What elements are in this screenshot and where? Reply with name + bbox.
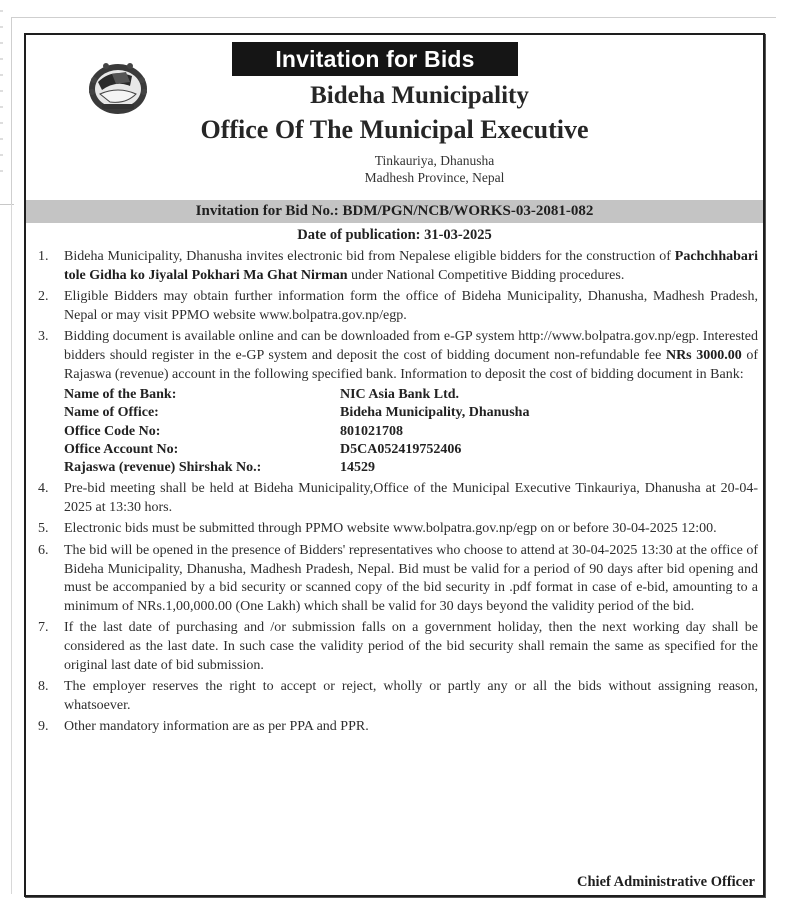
- bank-detail-row: [64, 404, 758, 422]
- item-number: 6.: [38, 542, 49, 558]
- bank-detail-row: [64, 423, 758, 441]
- item-number: 8.: [38, 679, 49, 695]
- notice-item-7: [38, 619, 758, 675]
- item-text: of Rajaswa (revenue) account in the following specified bank. Information to deposit the cost of bidding document in Bank:: [64, 347, 759, 382]
- address-line-2: Madhesh Province, Nepal: [364, 170, 505, 185]
- notice-items: [38, 248, 758, 740]
- bid-number-band: Invitation for Bid No.: BDM/PGN/NCB/WORKS-03-2081-082: [26, 200, 763, 223]
- item-text: If the last date of purchasing and /or submission falls on a government holiday, then the next working day shall be considered as the last date. In such case the validity period of the bid security shall remain the same as specified for the original last date of bid submission.: [64, 620, 758, 673]
- publication-date: Date of publication: 31-03-2025: [297, 227, 492, 243]
- item-text: The employer reserves the right to accept or reject, wholly or partly any or all the bids without assigning reason, whatsoever.: [64, 679, 758, 713]
- bank-detail-label: Name of the Bank:: [64, 387, 177, 403]
- bank-detail-label: Name of Office:: [64, 405, 159, 421]
- bank-detail-value: 14529: [340, 459, 375, 475]
- item-number: 2.: [38, 289, 49, 305]
- notice-item-8: [38, 678, 758, 715]
- notice-item-5: [38, 520, 758, 539]
- document-fee: NRs 3000.00: [665, 347, 742, 363]
- bank-detail-row: [64, 386, 758, 404]
- outer-frame-left: [11, 17, 12, 204]
- outer-frame-top: [11, 17, 388, 18]
- bid-notice: [24, 33, 765, 897]
- item-text: Bidding document is available online and can be downloaded from e-GP system http://www.bolpatra.gov.np/egp. Interested bidders should register in the e-GP system and deposit the cost of bidding document non-refundable fee: [64, 329, 758, 363]
- item-text: under National Competitive Bidding procedures.: [347, 267, 625, 283]
- notice-item-4: [38, 480, 758, 517]
- notice-item-3: [38, 328, 758, 384]
- bank-detail-row: [64, 441, 758, 459]
- item-number: 3.: [38, 329, 49, 345]
- outer-frame-left-lower: [11, 204, 12, 894]
- office-name: Office Of The Municipal Executive: [200, 115, 589, 144]
- item-text: Other mandatory information are as per PPA and PPR.: [64, 719, 369, 735]
- item-text: Electronic bids must be submitted through PPMO website www.bolpatra.gov.np/egp on or before 30-04-2025 12:00.: [64, 521, 717, 537]
- bank-detail-label: Office Account No:: [64, 441, 179, 457]
- page-edge-artifact: [0, 10, 3, 180]
- item-number: 4.: [38, 481, 49, 497]
- project-name: Pachchhabari tole Gidha ko Jiyalal Pokhari Ma Ghat Nirman: [64, 249, 758, 283]
- bank-detail-row: [64, 459, 758, 477]
- address-line-1: Tinkauriya, Dhanusha: [374, 153, 495, 168]
- notice-item-9: [38, 718, 758, 737]
- notice-item-6: [38, 542, 758, 616]
- bank-detail-value: D5CA052419752406: [340, 441, 462, 457]
- notice-item-1: [38, 248, 758, 285]
- item-text: Eligible Bidders may obtain further information form the office of Bideha Municipality, Dhanusha, Madhesh Pradesh, Nepal or may visit PPMO website www.bolpatra.gov.np/egp.: [64, 289, 758, 323]
- bank-detail-label: Rajaswa (revenue) Shirshak No.:: [64, 459, 262, 475]
- item-text: The bid will be opened in the presence of Bidders' representatives who choose to attend at 30-04-2025 13:30 at the office of Bideha Municipality, Dhanusha, Madhesh Pradesh, Nepal. Bid must be valid for a period of 90 days after bid opening and must be accompanied by a bid security or scanned copy of the bid security in .pdf format in case of e-bid, amounting to a minimum of NRs.1,00,000.00 (One Lakh) which shall be valid for 30 days beyond the validity period of the bid.: [64, 542, 758, 614]
- item-number: 7.: [38, 620, 49, 636]
- notice-item-2: [38, 288, 758, 325]
- bank-detail-value: Bideha Municipality, Dhanusha: [340, 405, 530, 421]
- item-number: 5.: [38, 521, 49, 537]
- signatory-title: Chief Administrative Officer: [577, 874, 755, 890]
- item-text: Bideha Municipality, Dhanusha invites electronic bid from Nepalese eligible bidders for the construction of: [64, 249, 675, 264]
- notice-title-banner: Invitation for Bids: [232, 42, 518, 76]
- bank-detail-value: NIC Asia Bank Ltd.: [340, 387, 460, 403]
- item-number: 9.: [38, 719, 49, 735]
- bank-detail-label: Office Code No:: [64, 423, 161, 439]
- item-text: Pre-bid meeting shall be held at Bideha Municipality,Office of the Municipal Executive Tinkauriya, Dhanusha at 20-04-2025 at 13:30 hors.: [64, 481, 758, 515]
- item-number: 1.: [38, 249, 49, 264]
- organization-name: Bideha Municipality: [310, 82, 529, 109]
- bank-details-table: [64, 386, 758, 477]
- bank-detail-value: 801021708: [340, 423, 403, 439]
- outer-frame-top-right: [388, 17, 776, 18]
